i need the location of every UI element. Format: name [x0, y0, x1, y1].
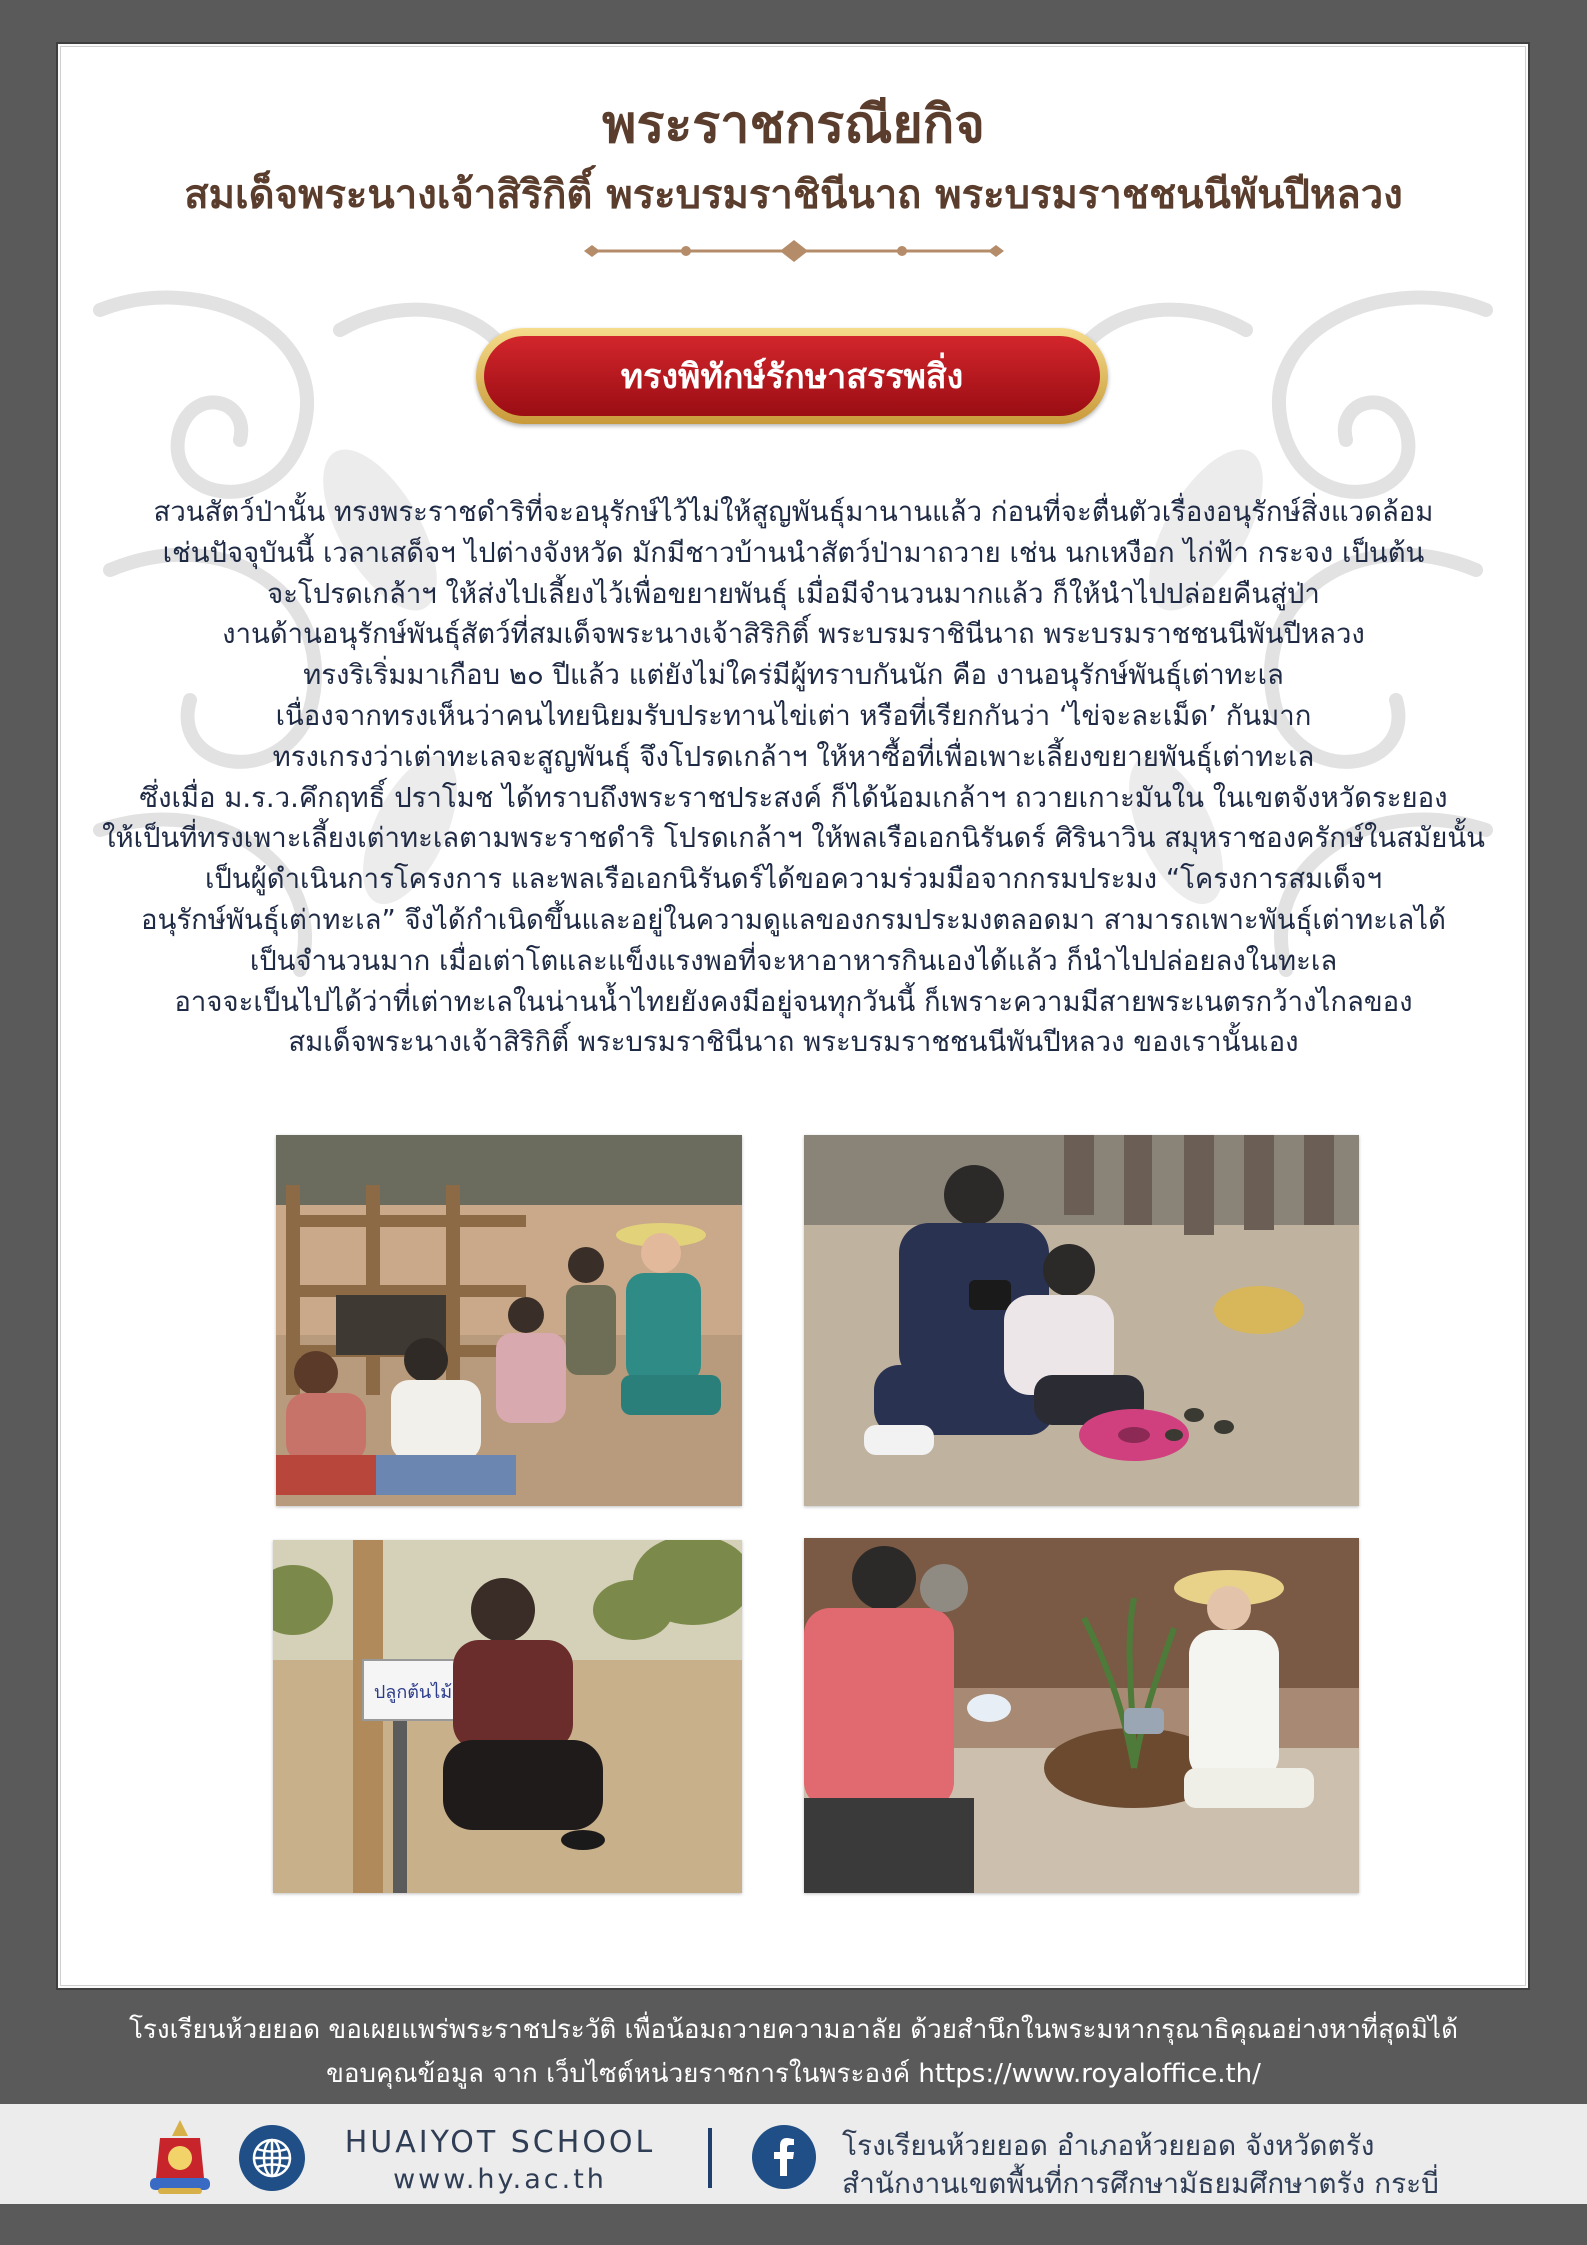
body-line: สมเด็จพระนางเจ้าสิริกิติ์ พระบรมราชินีนาถ พระบรมราชชนนีพันปีหลวง ของเรานั้นเอง — [288, 1026, 1299, 1059]
footer-divider — [708, 2128, 712, 2188]
body-line: สวนสัตว์ป่านั้น ทรงพระราชดำริที่จะอนุรักษ์ไว้ไม่ให้สูญพันธุ์มานานแล้ว ก่อนที่จะตื่นตัวเรื่องอนุรักษ์สิ่งแวดล้อม — [153, 496, 1434, 528]
sign-text: ปลูกต้นไม้ — [373, 1682, 453, 1703]
body-line: อนุรักษ์พันธุ์เต่าทะเล” จึงได้กำเนิดขึ้นและอยู่ในความดูแลของกรมประมงตลอดมา สามารถเพาะพันธุ์เต่าทะเลได้ — [141, 903, 1446, 936]
facebook-icon[interactable] — [751, 2124, 817, 2190]
body-line: จะโปรดเกล้าฯ ให้ส่งไปเลี้ยงไว้เพื่อขยายพันธุ์ เมื่อมีจำนวนมากแล้ว ก็ให้นำไปปล่อยคืนสู่ป่า — [267, 577, 1320, 610]
school-address-line1: โรงเรียนห้วยยอด อำเภอห้วยยอด จังหวัดตรัง — [842, 2129, 1375, 2162]
article-body — [90, 492, 1497, 1063]
page-title: พระราชกรณียกิจ — [602, 94, 985, 155]
body-line: ให้เป็นที่ทรงเพาะเลี้ยงเต่าทะเลตามพระราชดำริ โปรดเกล้าฯ ให้พลเรือเอกนิรันดร์ ศิรินาวิน สมุหราชองครักษ์ในสมัยนั้น — [102, 822, 1485, 855]
school-address-line2: สำนักงานเขตพื้นที่การศึกษามัธยมศึกษาตรัง กระบี่ — [842, 2167, 1439, 2200]
footer-line-tribute: โรงเรียนห้วยยอด ขอเผยแพร่พระราชประวัติ เพื่อน้อมถวายความอาลัย ด้วยสำนึกในพระมหากรุณาธิคุณอย่างหาที่สุดมิได้ — [128, 2015, 1459, 2045]
globe-icon[interactable] — [238, 2124, 306, 2192]
photo-watering-plant — [804, 1538, 1359, 1893]
body-line: เป็นจำนวนมาก เมื่อเต่าโตและแข็งแรงพอที่จะหาอาหารกินเองได้แล้ว ก็นำไปปล่อยลงในทะเล — [249, 944, 1338, 977]
body-line: เนื่องจากทรงเห็นว่าคนไทยนิยมรับประทานไข่เต่า หรือที่เรียกกันว่า ‘ไข่จะละเม็ด’ กันมาก — [275, 699, 1312, 732]
section-banner — [476, 328, 1108, 424]
school-emblem-icon — [144, 2118, 216, 2196]
photo-turtle-release — [804, 1135, 1359, 1506]
body-line: อาจจะเป็นไปได้ว่าที่เต่าทะเลในน่านน้ำไทยยังคงมีอยู่จนทุกวันนี้ ก็เพราะความมีสายพระเนตรกว้างไกลของ — [174, 985, 1413, 1018]
ornamental-divider — [576, 238, 1012, 264]
photo-tree-planting-sign — [273, 1540, 742, 1893]
section-banner-label: ทรงพิทักษ์รักษาสรรพสิ่ง — [484, 336, 1100, 416]
footer-line-source: ขอบคุณข้อมูล จาก เว็บไซต์หน่วยราชการในพระองค์ https://www.royaloffice.th/ — [326, 2059, 1261, 2089]
body-line: ซึ่งเมื่อ ม.ร.ว.คึกฤทธิ์ ปราโมช ได้ทราบถึงพระราชประสงค์ ก็ได้น้อมเกล้าฯ ถวายเกาะมันใน ในเขตจังหวัดระยอง — [139, 781, 1448, 814]
school-name: HUAIYOT SCHOOL — [344, 2125, 656, 2160]
page-subtitle: สมเด็จพระนางเจ้าสิริกิติ์ พระบรมราชินีนาถ พระบรมราชชนนีพันปีหลวง — [184, 171, 1403, 218]
school-website-link[interactable]: www.hy.ac.th — [393, 2164, 607, 2195]
body-line: เป็นผู้ดำเนินการโครงการ และพลเรือเอกนิรันดร์ได้ขอความร่วมมือจากกรมประมง “โครงการสมเด็จฯ — [204, 863, 1383, 896]
footer-notice — [0, 2008, 1587, 2096]
body-line: งานด้านอนุรักษ์พันธุ์สัตว์ที่สมเด็จพระนางเจ้าสิริกิติ์ พระบรมราชินีนาถ พระบรมราชชนนีพันปีหลวง — [222, 618, 1365, 651]
body-line: ทรงริเริ่มมาเกือบ ๒๐ ปีแล้ว แต่ยังไม่ใคร่มีผู้ทราบกันนัก คือ งานอนุรักษ์พันธุ์เต่าทะเล — [303, 659, 1284, 692]
photo-animal-enclosure — [276, 1135, 742, 1506]
body-line: ทรงเกรงว่าเต่าทะเลจะสูญพันธุ์ จึงโปรดเกล้าฯ ให้หาซื้อที่เพื่อเพาะเลี้ยงขยายพันธุ์เต่าทะเล — [272, 740, 1315, 773]
body-line: เช่นปัจจุบันนี้ เวลาเสด็จฯ ไปต่างจังหวัด มักมีชาวบ้านนำสัตว์ป่ามาถวาย เช่น นกเหงือก ไก่ฟ้า กระจง เป็นต้น — [162, 536, 1425, 569]
